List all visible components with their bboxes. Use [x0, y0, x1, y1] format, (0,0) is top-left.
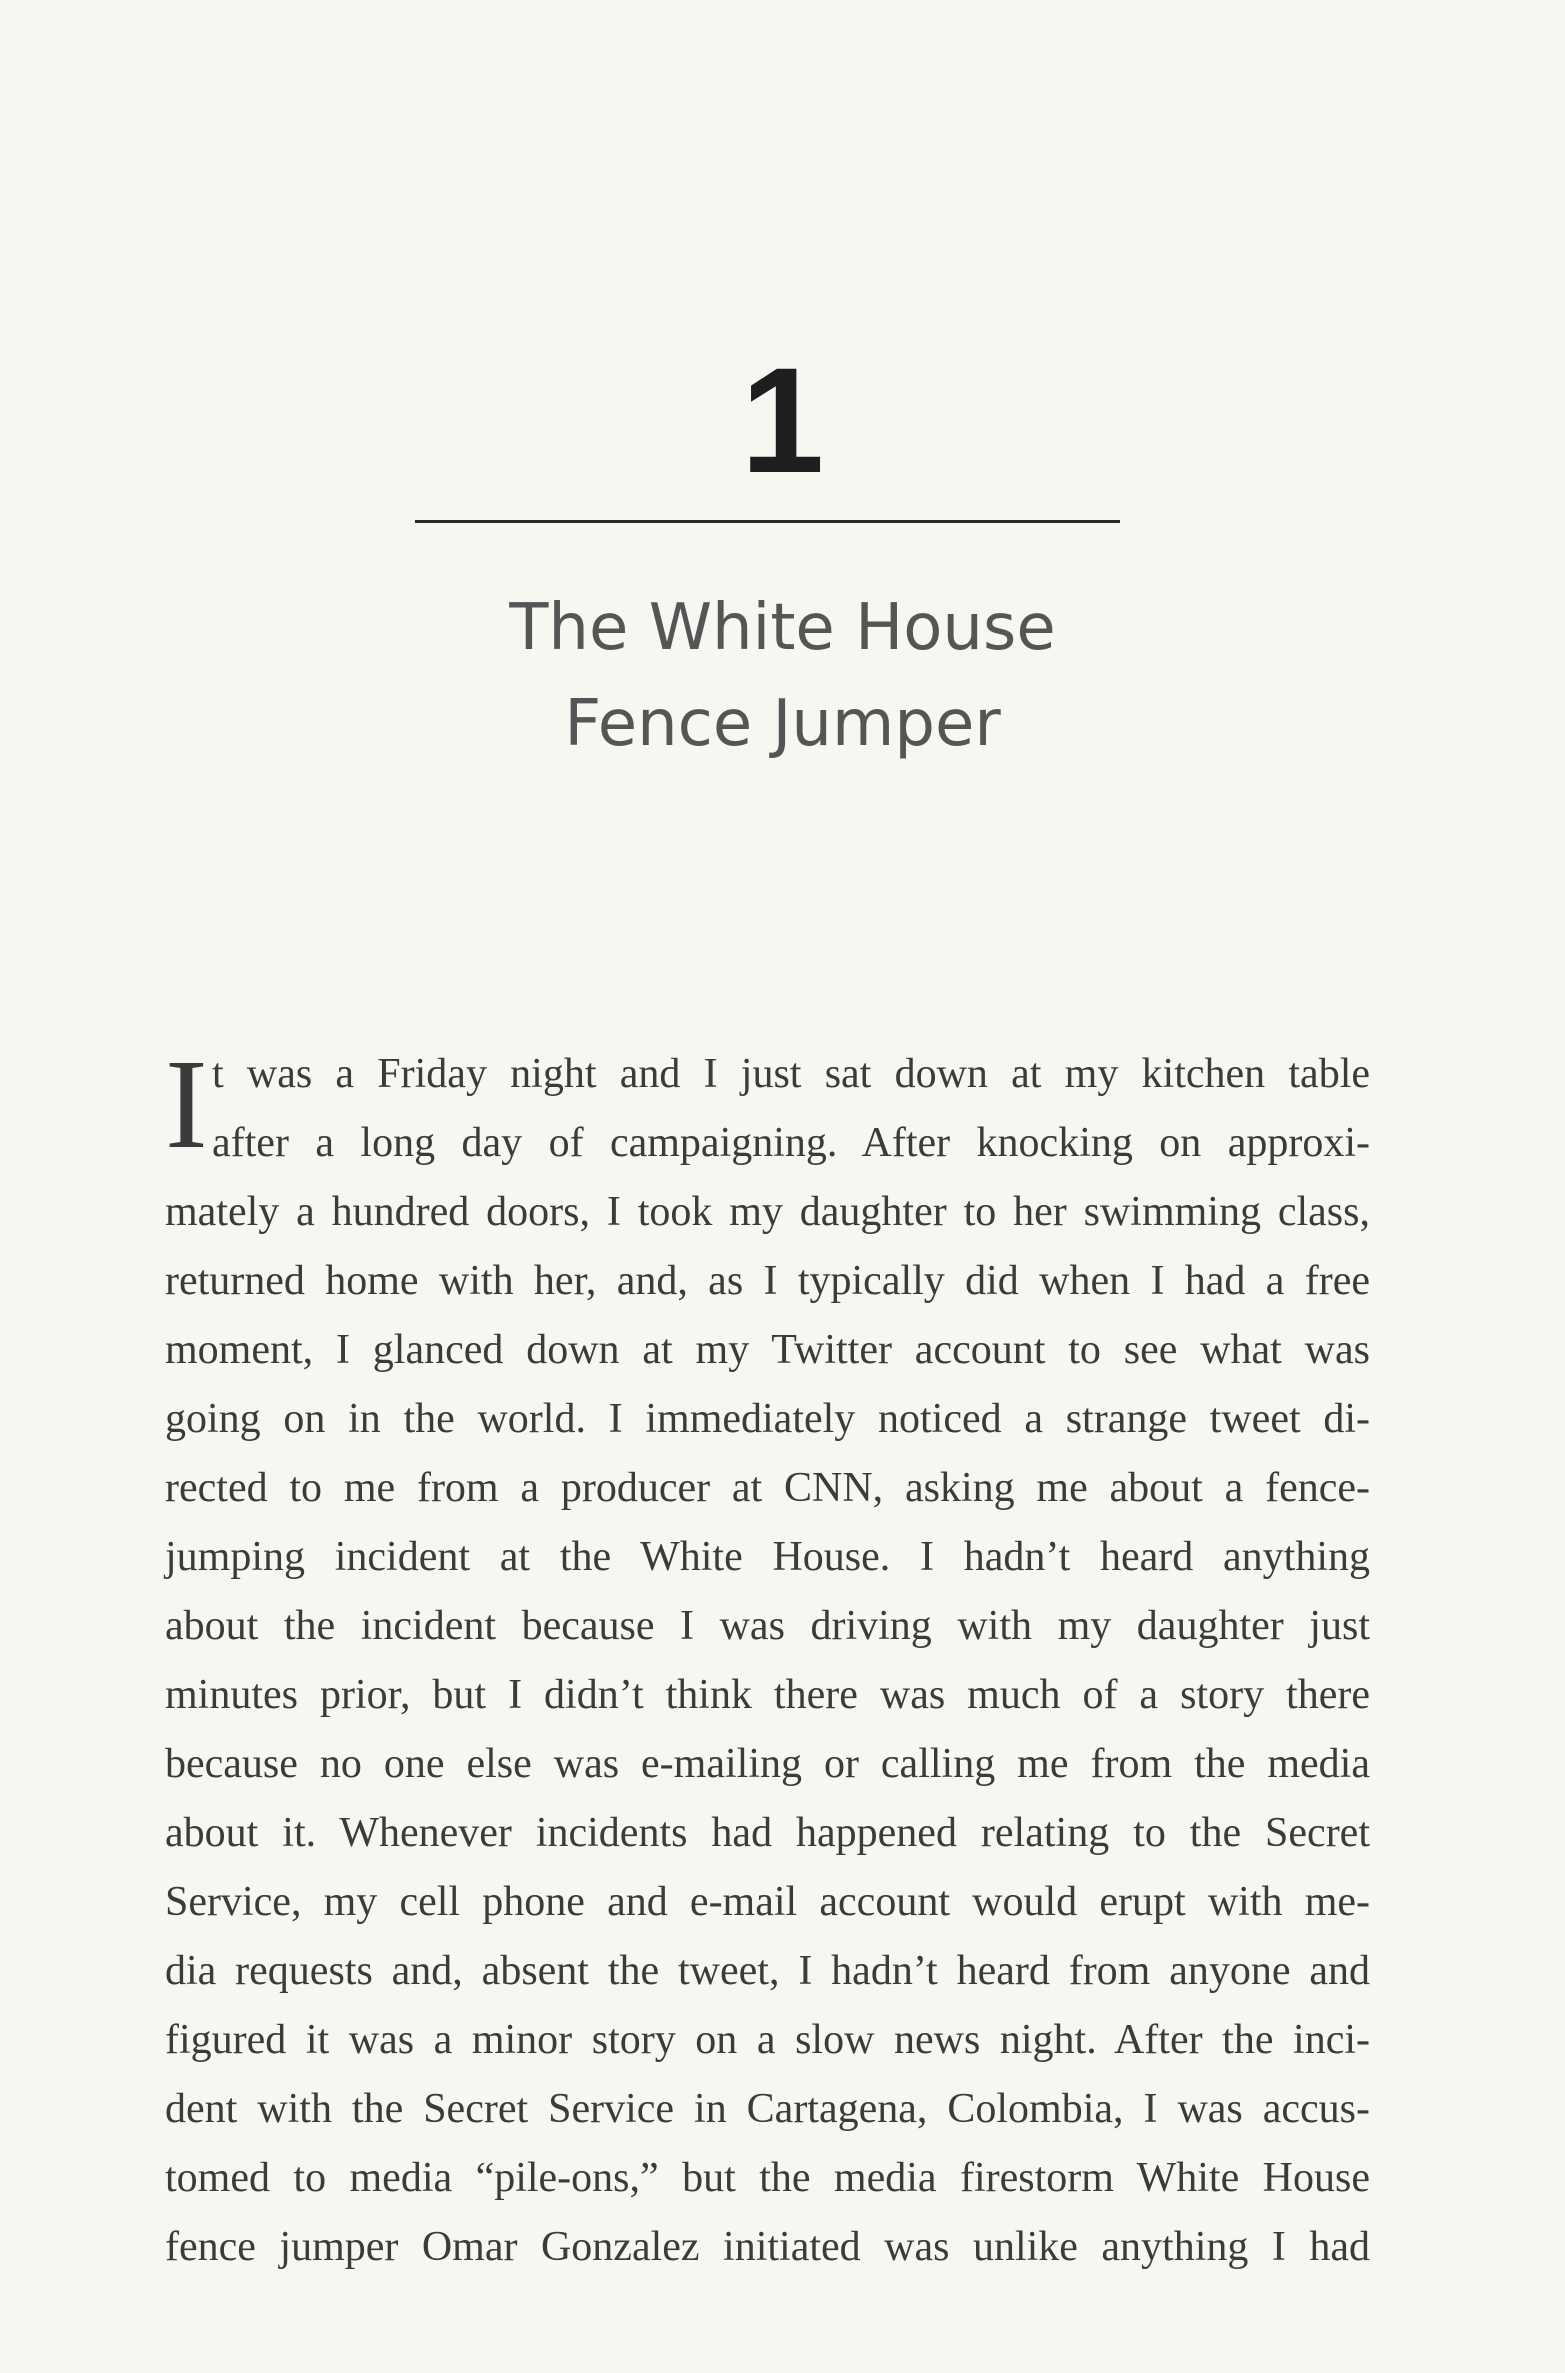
text-line: rected to me from a producer at CNN, asking me about a fence- [165, 1465, 1370, 1511]
body-paragraph [165, 1033, 1370, 2282]
drop-cap: I [165, 1033, 208, 1175]
text-line: about it. Whenever incidents had happened relating to the Secret [165, 1810, 1370, 1856]
text-line: minutes prior, but I didn’t think there was much of a story there [165, 1672, 1370, 1718]
text-line: figured it was a minor story on a slow news night. After the inci- [165, 2017, 1370, 2063]
text-line: going on in the world. I immediately noticed a strange tweet di- [165, 1396, 1370, 1442]
text-line: fence jumper Omar Gonzalez initiated was unlike anything I had [165, 2224, 1370, 2270]
text-line: about the incident because I was driving with my daughter just [165, 1603, 1370, 1649]
text-line: after a long day of campaigning. After knocking on approxi- [212, 1120, 1370, 1166]
text-line: dent with the Secret Service in Cartagena, Colombia, I was accus- [165, 2086, 1370, 2132]
chapter-number: 1 [740, 336, 825, 504]
text-line: dia requests and, absent the tweet, I hadn’t heard from anyone and [165, 1948, 1370, 1994]
text-line: t was a Friday night and I just sat down at my kitchen table [212, 1051, 1370, 1097]
text-line: Service, my cell phone and e-mail account would erupt with me- [165, 1879, 1370, 1925]
text-line: mately a hundred doors, I took my daughter to her swimming class, [165, 1189, 1370, 1235]
text-line: because no one else was e-mailing or calling me from the media [165, 1741, 1370, 1787]
text-line: moment, I glanced down at my Twitter account to see what was [165, 1327, 1370, 1373]
chapter-title-line-2: Fence Jumper [564, 687, 1001, 761]
chapter-divider-rule [415, 520, 1120, 523]
text-line: returned home with her, and, as I typically did when I had a free [165, 1258, 1370, 1304]
text-line: jumping incident at the White House. I hadn’t heard anything [165, 1534, 1370, 1580]
chapter-title [0, 580, 1565, 772]
text-line: tomed to media “pile-ons,” but the media firestorm White House [165, 2155, 1370, 2201]
chapter-title-line-1: The White House [509, 591, 1056, 665]
